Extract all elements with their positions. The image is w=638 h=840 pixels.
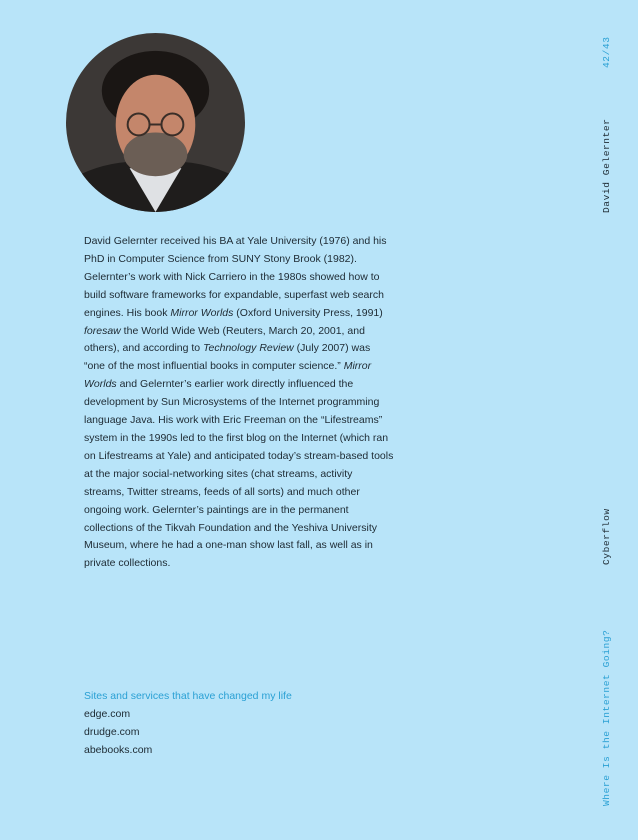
bio-text-1: David Gelernter received his BA at Yale University (1976) and his PhD in Computer Science from SUNY Stony Brook (1982). Gelernter’s work with Nick Carriero in the 1980s showed how to build software frameworks for expandable, superfast web search engines. His book xyxy=(84,235,387,319)
author-portrait-photo-icon xyxy=(66,33,245,212)
bio-text-4: (July 2007) was “one of the most influential books in computer science.” xyxy=(84,342,371,373)
page-number: 42/43 xyxy=(601,36,612,68)
bio-foresaw: foresaw xyxy=(84,324,121,337)
bio-magazine-title: Technology Review xyxy=(203,342,294,355)
sites-heading: Sites and services that have changed my life xyxy=(84,690,292,702)
site-link-edge[interactable]: edge.com xyxy=(84,707,131,720)
running-head-author: David Gelernter xyxy=(601,118,612,213)
author-portrait xyxy=(66,33,245,212)
favorite-sites xyxy=(84,688,384,760)
bio-text-2: (Oxford University Press, 1991) xyxy=(233,306,383,319)
site-link-abebooks[interactable]: abebooks.com xyxy=(84,743,153,756)
running-head-book-title: Where Is the Internet Going? xyxy=(601,629,612,806)
bio-text-5: and Gelernter’s earlier work directly influenced the development by Sun Microsystems of the Internet programming language Java. His work with Eric Freeman on the “Lifestreams” system in the 1990s led to the first blog on the Internet (which ran on Lifestreams at Yale) and anticipated today’s stream-based tools at the major social-networking sites (chat streams, activity streams, Twitter streams, feeds of all sorts) and much other ongoing work. Gelernter’s paintings are in the permanent collections of the Tikvah Foundation and the Yeshiva University Museum, where he had a one-man show last fall, as well as in private collections. xyxy=(84,378,394,570)
running-head-chapter: Cyberflow xyxy=(601,508,612,565)
site-link-drudge[interactable]: drudge.com xyxy=(84,725,140,738)
author-biography xyxy=(84,233,394,573)
bio-book-title-1: Mirror Worlds xyxy=(170,306,234,319)
bio-book-title-2: Mirror Worlds xyxy=(84,360,372,391)
bio-text-3: the World Wide Web (Reuters, March 20, 2001, and others), and according to xyxy=(84,324,365,355)
